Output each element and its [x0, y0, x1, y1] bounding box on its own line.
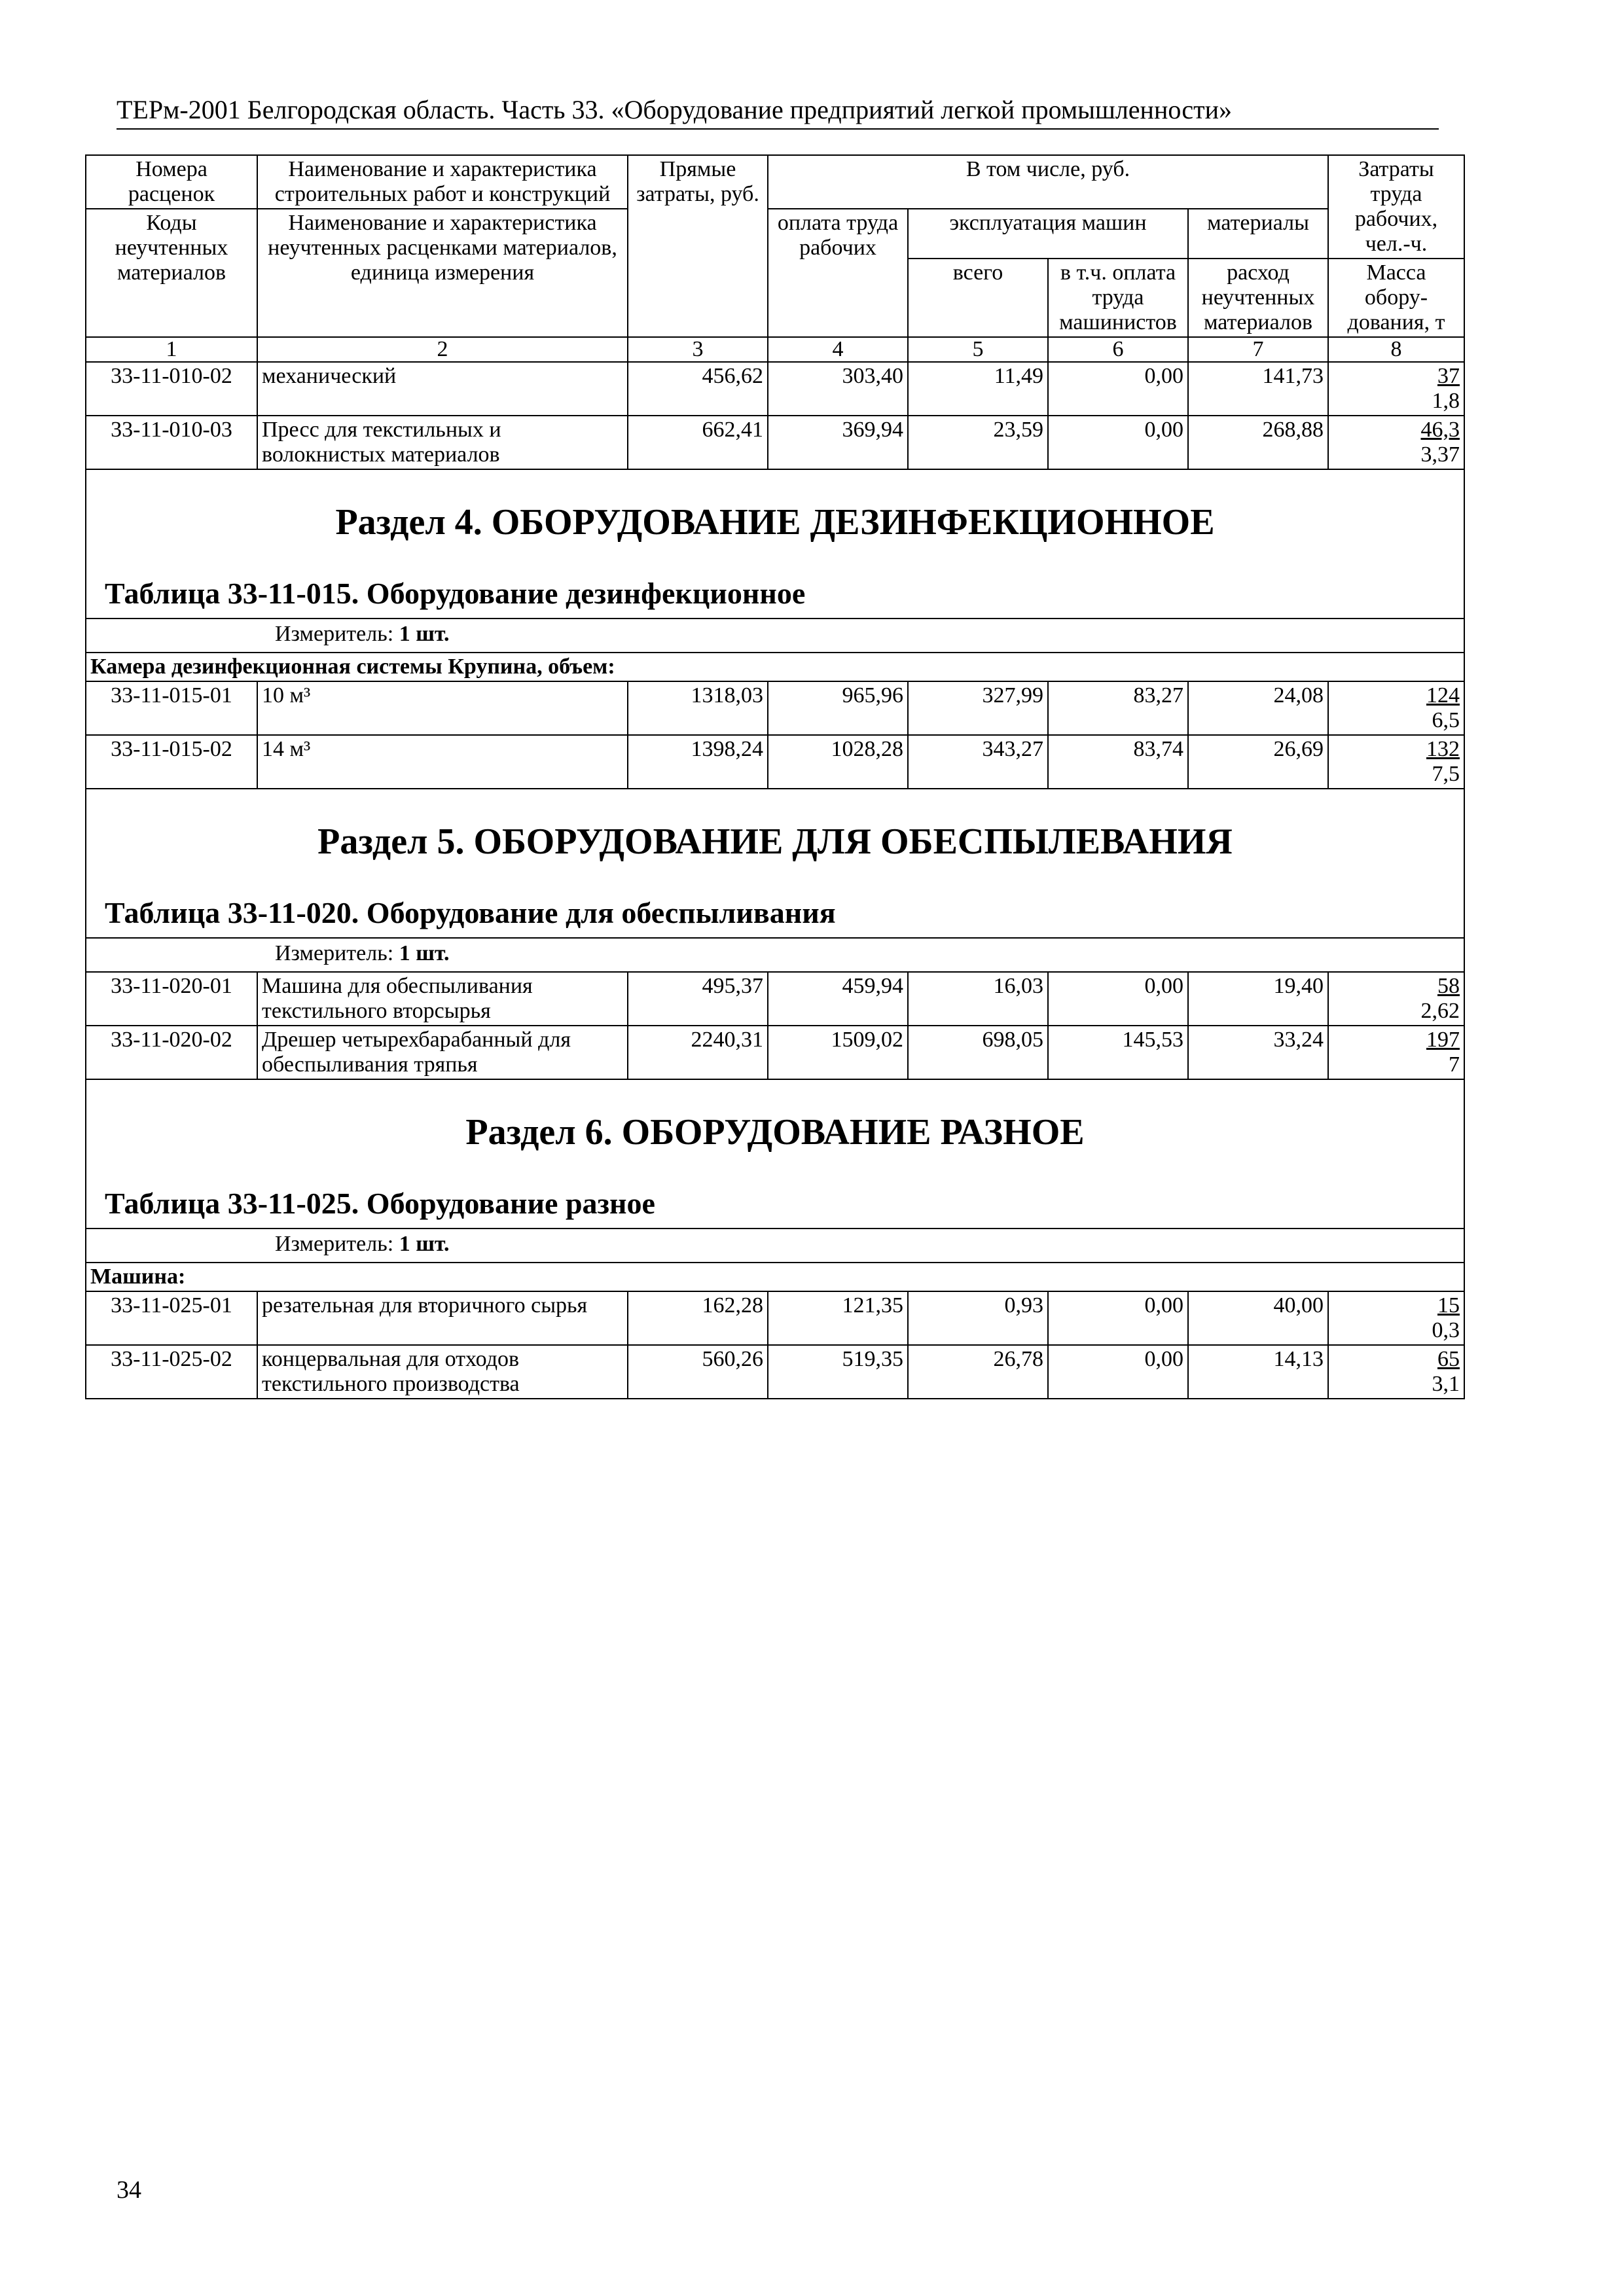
table-row — [86, 735, 1464, 789]
labor-hours: 65 — [1437, 1347, 1460, 1371]
rate-code: 33-11-020-01 — [86, 972, 257, 1026]
header-row-1 — [86, 155, 1464, 209]
equipment-mass: 0,3 — [1432, 1318, 1460, 1342]
labor-pay: 459,94 — [768, 972, 908, 1026]
column-number: 3 — [628, 337, 768, 362]
header-machine-operation: эксплуатация машин — [908, 209, 1188, 259]
rate-code: 33-11-010-02 — [86, 362, 257, 416]
header-row-2 — [86, 209, 1464, 259]
labor-and-mass — [1328, 735, 1464, 789]
section-heading-cell — [86, 789, 1464, 938]
machinist-pay: 0,00 — [1048, 1345, 1188, 1399]
materials-costs: 141,73 — [1188, 362, 1328, 416]
labor-pay: 121,35 — [768, 1291, 908, 1345]
page-header: ТЕРм-2001 Белгородская область. Часть 33. «Оборудование предприятий легкой промышленности» — [117, 94, 1439, 130]
unit-of-measure — [90, 620, 1460, 651]
table-row — [86, 416, 1464, 469]
table-row — [86, 1291, 1464, 1345]
machine-costs: 16,03 — [908, 972, 1048, 1026]
header-material-name: Наименование и характеристика неучтенных расценками материалов, единица измерения — [257, 209, 628, 337]
rate-name: резательная для вторичного сырья — [257, 1291, 628, 1345]
header-materials: материалы — [1188, 209, 1328, 259]
table-row — [86, 1345, 1464, 1399]
rate-code: 33-11-015-02 — [86, 735, 257, 789]
rate-name: Дрешер четырехбарабанный для обеспыливания тряпья — [257, 1026, 628, 1079]
table-row — [86, 1026, 1464, 1079]
machinist-pay: 0,00 — [1048, 416, 1188, 469]
group-row — [86, 653, 1464, 681]
rates-table — [85, 154, 1465, 1399]
meter-label: Измеритель: — [275, 1232, 394, 1256]
meter-row — [86, 1229, 1464, 1263]
materials-costs: 26,69 — [1188, 735, 1328, 789]
direct-costs: 1318,03 — [628, 681, 768, 735]
labor-and-mass — [1328, 681, 1464, 735]
header-direct-costs: Прямые затраты, руб. — [628, 155, 768, 337]
meter-row — [86, 619, 1464, 653]
header-unaccounted-materials: расход неучтенных материалов — [1188, 259, 1328, 337]
column-number: 1 — [86, 337, 257, 362]
meter-cell — [86, 938, 1464, 972]
header-equipment-mass: Масса обору-дования, т — [1328, 259, 1464, 337]
header-rate-numbers: Номера расценок — [86, 155, 257, 209]
machinist-pay: 83,27 — [1048, 681, 1188, 735]
equipment-mass: 6,5 — [1432, 708, 1460, 732]
meter-cell — [86, 1229, 1464, 1263]
rate-code: 33-11-020-02 — [86, 1026, 257, 1079]
header-machine-total: всего — [908, 259, 1048, 337]
column-number: 5 — [908, 337, 1048, 362]
labor-pay: 965,96 — [768, 681, 908, 735]
direct-costs: 560,26 — [628, 1345, 768, 1399]
column-number: 7 — [1188, 337, 1328, 362]
labor-and-mass — [1328, 362, 1464, 416]
section-title: Раздел 5. ОБОРУДОВАНИЕ ДЛЯ ОБЕСПЫЛЕВАНИЯ — [317, 821, 1233, 862]
rate-code: 33-11-010-03 — [86, 416, 257, 469]
section-heading-row — [86, 1079, 1464, 1229]
section-heading-cell — [86, 469, 1464, 619]
machine-costs: 343,27 — [908, 735, 1048, 789]
machine-costs: 11,49 — [908, 362, 1048, 416]
machine-costs: 327,99 — [908, 681, 1048, 735]
meter-row — [86, 938, 1464, 972]
materials-costs: 40,00 — [1188, 1291, 1328, 1345]
rate-name: 10 м³ — [257, 681, 628, 735]
table-row — [86, 681, 1464, 735]
materials-costs: 268,88 — [1188, 416, 1328, 469]
equipment-mass: 3,37 — [1420, 442, 1460, 467]
materials-costs: 33,24 — [1188, 1026, 1328, 1079]
rate-name: концервальная для отходов текстильного производства — [257, 1345, 628, 1399]
section-heading-row — [86, 469, 1464, 619]
rate-name: механический — [257, 362, 628, 416]
equipment-mass: 1,8 — [1432, 389, 1460, 413]
machine-costs: 26,78 — [908, 1345, 1048, 1399]
direct-costs: 2240,31 — [628, 1026, 768, 1079]
meter-value: 1 шт. — [399, 622, 450, 646]
labor-pay: 369,94 — [768, 416, 908, 469]
machinist-pay: 83,74 — [1048, 735, 1188, 789]
header-machinist-pay: в т.ч. оплата труда машинистов — [1048, 259, 1188, 337]
header-including: В том числе, руб. — [768, 155, 1328, 209]
labor-and-mass — [1328, 1026, 1464, 1079]
table-row — [86, 362, 1464, 416]
equipment-mass: 7 — [1449, 1052, 1460, 1077]
unit-of-measure — [90, 940, 1460, 970]
labor-hours: 37 — [1437, 364, 1460, 388]
labor-and-mass — [1328, 1345, 1464, 1399]
header-material-codes: Коды неучтенных материалов — [86, 209, 257, 337]
rate-code: 33-11-025-01 — [86, 1291, 257, 1345]
labor-hours: 124 — [1426, 683, 1460, 708]
group-title: Камера дезинфекционная системы Крупина, объем: — [86, 653, 1464, 681]
section-title: Раздел 4. ОБОРУДОВАНИЕ ДЕЗИНФЕКЦИОННОЕ — [335, 502, 1215, 543]
section-heading-cell — [86, 1079, 1464, 1229]
table-row — [86, 972, 1464, 1026]
labor-hours: 58 — [1437, 974, 1460, 998]
labor-hours: 46,3 — [1420, 418, 1460, 442]
machinist-pay: 0,00 — [1048, 972, 1188, 1026]
direct-costs: 662,41 — [628, 416, 768, 469]
meter-cell — [86, 619, 1464, 653]
labor-pay: 1028,28 — [768, 735, 908, 789]
equipment-mass: 2,62 — [1420, 999, 1460, 1023]
group-row — [86, 1263, 1464, 1291]
section-heading-row — [86, 789, 1464, 938]
meter-label: Измеритель: — [275, 941, 394, 965]
page-number: 34 — [117, 2176, 141, 2204]
rate-name: 14 м³ — [257, 735, 628, 789]
column-number: 2 — [257, 337, 628, 362]
header-work-name: Наименование и характеристика строительных работ и конструкций — [257, 155, 628, 209]
machinist-pay: 145,53 — [1048, 1026, 1188, 1079]
header-labor-pay: оплата труда рабочих — [768, 209, 908, 337]
equipment-mass: 3,1 — [1432, 1372, 1460, 1396]
labor-hours: 197 — [1426, 1028, 1460, 1052]
machine-costs: 698,05 — [908, 1026, 1048, 1079]
materials-costs: 24,08 — [1188, 681, 1328, 735]
column-number: 4 — [768, 337, 908, 362]
meter-value: 1 шт. — [399, 941, 450, 965]
meter-label: Измеритель: — [275, 622, 394, 646]
direct-costs: 456,62 — [628, 362, 768, 416]
machine-costs: 0,93 — [908, 1291, 1048, 1345]
machinist-pay: 0,00 — [1048, 362, 1188, 416]
table-title: Таблица 33-11-020. Оборудование для обеспыливания — [105, 896, 836, 929]
header-labor-costs: Затраты труда рабочих, чел.-ч. — [1328, 155, 1464, 259]
materials-costs: 19,40 — [1188, 972, 1328, 1026]
section-title: Раздел 6. ОБОРУДОВАНИЕ РАЗНОЕ — [465, 1112, 1085, 1153]
direct-costs: 1398,24 — [628, 735, 768, 789]
rate-code: 33-11-015-01 — [86, 681, 257, 735]
column-number: 8 — [1328, 337, 1464, 362]
group-title: Машина: — [86, 1263, 1464, 1291]
labor-pay: 303,40 — [768, 362, 908, 416]
labor-and-mass — [1328, 416, 1464, 469]
rate-name: Машина для обеспыливания текстильного вторсырья — [257, 972, 628, 1026]
machine-costs: 23,59 — [908, 416, 1048, 469]
materials-costs: 14,13 — [1188, 1345, 1328, 1399]
unit-of-measure — [90, 1230, 1460, 1261]
column-numbers-row — [86, 337, 1464, 362]
equipment-mass: 7,5 — [1432, 762, 1460, 786]
machinist-pay: 0,00 — [1048, 1291, 1188, 1345]
labor-hours: 132 — [1426, 737, 1460, 761]
table-title: Таблица 33-11-015. Оборудование дезинфекционное — [105, 577, 806, 610]
labor-pay: 519,35 — [768, 1345, 908, 1399]
labor-and-mass — [1328, 972, 1464, 1026]
rate-name: Пресс для текстильных и волокнистых материалов — [257, 416, 628, 469]
labor-pay: 1509,02 — [768, 1026, 908, 1079]
direct-costs: 495,37 — [628, 972, 768, 1026]
labor-and-mass — [1328, 1291, 1464, 1345]
column-number: 6 — [1048, 337, 1188, 362]
table-title: Таблица 33-11-025. Оборудование разное — [105, 1187, 655, 1220]
meter-value: 1 шт. — [399, 1232, 450, 1256]
rate-code: 33-11-025-02 — [86, 1345, 257, 1399]
labor-hours: 15 — [1437, 1293, 1460, 1318]
direct-costs: 162,28 — [628, 1291, 768, 1345]
